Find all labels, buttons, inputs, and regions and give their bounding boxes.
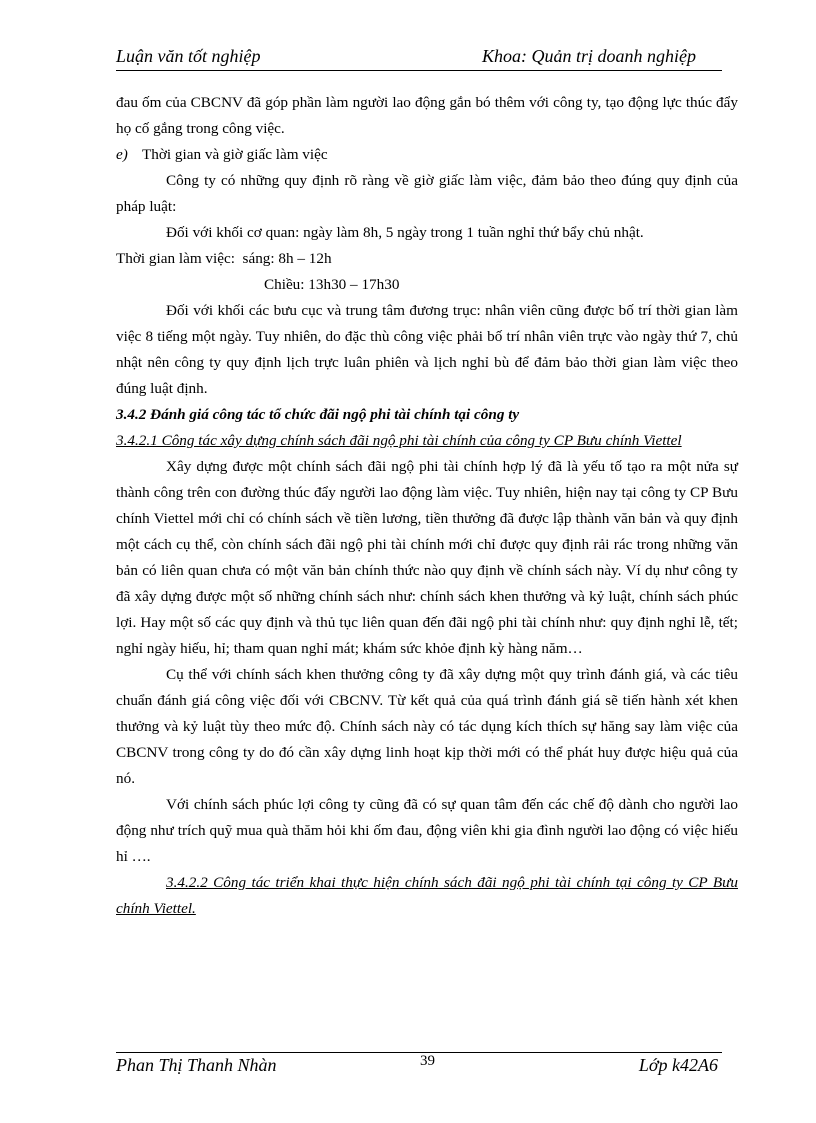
section-e-title: Thời gian và giờ giấc làm việc <box>142 146 328 163</box>
heading-3-4-2-1: 3.4.2.1 Công tác xây dựng chính sách đãi ngộ phi tài chính của công ty CP Bưu chính Viettel <box>116 432 682 449</box>
working-time-morning-row <box>116 246 738 272</box>
header-thesis-title: Luận văn tốt nghiệp <box>116 46 261 66</box>
footer-author: Phan Thị Thanh Nhàn <box>116 1055 277 1075</box>
paragraph-welfare-policy: Với chính sách phúc lợi công ty cũng đã có sự quan tâm đến các chế độ dành cho người lao động như trích quỹ mua quà thăm hỏi khi ốm đau, động viên khi gia đình người lao động có việc hiếu hỉ …. <box>116 796 738 865</box>
paragraph-office-block: Đối với khối cơ quan: ngày làm 8h, 5 ngày trong 1 tuần nghỉ thứ bẩy chủ nhật. <box>166 224 644 241</box>
section-e-label: e) <box>116 146 128 163</box>
working-time-spacer <box>116 272 264 298</box>
header-rule <box>116 70 722 71</box>
section-e-heading <box>116 142 738 168</box>
working-time-afternoon-row <box>116 272 738 298</box>
header-faculty: Khoa: Quản trị doanh nghiệp <box>482 46 696 66</box>
paragraph-working-hours: Công ty có những quy định rõ ràng về giờ giấc làm việc, đảm bảo theo đúng quy định của pháp luật: <box>116 172 738 215</box>
working-time-morning: sáng: 8h – 12h <box>242 250 332 267</box>
page-body <box>116 90 738 922</box>
page-header <box>116 46 722 72</box>
working-time-afternoon: Chiều: 13h30 – 17h30 <box>264 276 400 293</box>
heading-3-4-2: 3.4.2 Đánh giá công tác tổ chức đãi ngộ phi tài chính tại công ty <box>116 406 520 423</box>
heading-3-4-2-2: 3.4.2.2 Công tác triển khai thực hiện chính sách đãi ngộ phi tài chính tại công ty CP Bưu chính Viettel. <box>116 874 738 917</box>
paragraph-policy-building: Xây dựng được một chính sách đãi ngộ phi tài chính hợp lý đã là yếu tố tạo ra một nửa sự thành công trên con đường thúc đẩy người lao động làm việc. Tuy nhiên, hiện nay tại công ty CP Bưu chính Viettel mới chỉ có chính sách về tiền lương, tiền thưởng đã được lập thành văn bản và quy định một cách cụ thể, còn chính sách đãi ngộ phi tài chính mới chỉ được quy định rải rác trong những văn bản có liên quan chưa có một văn bản chính thức nào quy định về chính sách này. Ví dụ như công ty đã xây dựng được một số những chính sách như: chính sách khen thưởng và kỷ luật, chính sách phúc lợi. Hay một số các quy định và thủ tục liên quan đến đãi ngộ phi tài chính như: quy định nghỉ lễ, tết; nghỉ ngày hiếu, hỉ; tham quan nghỉ mát; khám sức khỏe định kỳ hàng năm… <box>116 458 738 657</box>
paragraph-post-offices: Đối với khối các bưu cục và trung tâm đương trục: nhân viên cũng được bố trí thời gian làm việc 8 tiếng một ngày. Tuy nhiên, do đặc thù công việc phải bố trí nhân viên trực vào ngày thứ 7, chủ nhật nên công ty quy định lịch trực luân phiên và lịch nghỉ bù để đảm bảo thời gian làm việc theo đúng luật định. <box>116 302 738 397</box>
paragraph-intro: đau ốm của CBCNV đã góp phần làm người lao động gắn bó thêm với công ty, tạo động lực thúc đẩy họ cố gắng trong công việc. <box>116 94 738 137</box>
footer-class: Lớp k42A6 <box>638 1055 718 1075</box>
page-footer <box>116 1052 722 1078</box>
page-number: 39 <box>420 1053 435 1069</box>
footer-rule <box>116 1052 722 1053</box>
working-time-label: Thời gian làm việc: <box>116 250 235 267</box>
paragraph-reward-policy: Cụ thể với chính sách khen thưởng công ty đã xây dựng một quy trình đánh giá, và các tiêu chuẩn đánh giá công việc đối với CBCNV. Từ kết quả của quá trình đánh giá sẽ tiến hành xét khen thưởng và kỷ luật tùy theo mức độ. Chính sách này có tác dụng kích thích sự hăng say làm việc của CBCNV trong công ty do đó cần xây dựng linh hoạt kịp thời mới có thể phát huy được hiệu quả của nó. <box>116 666 738 787</box>
